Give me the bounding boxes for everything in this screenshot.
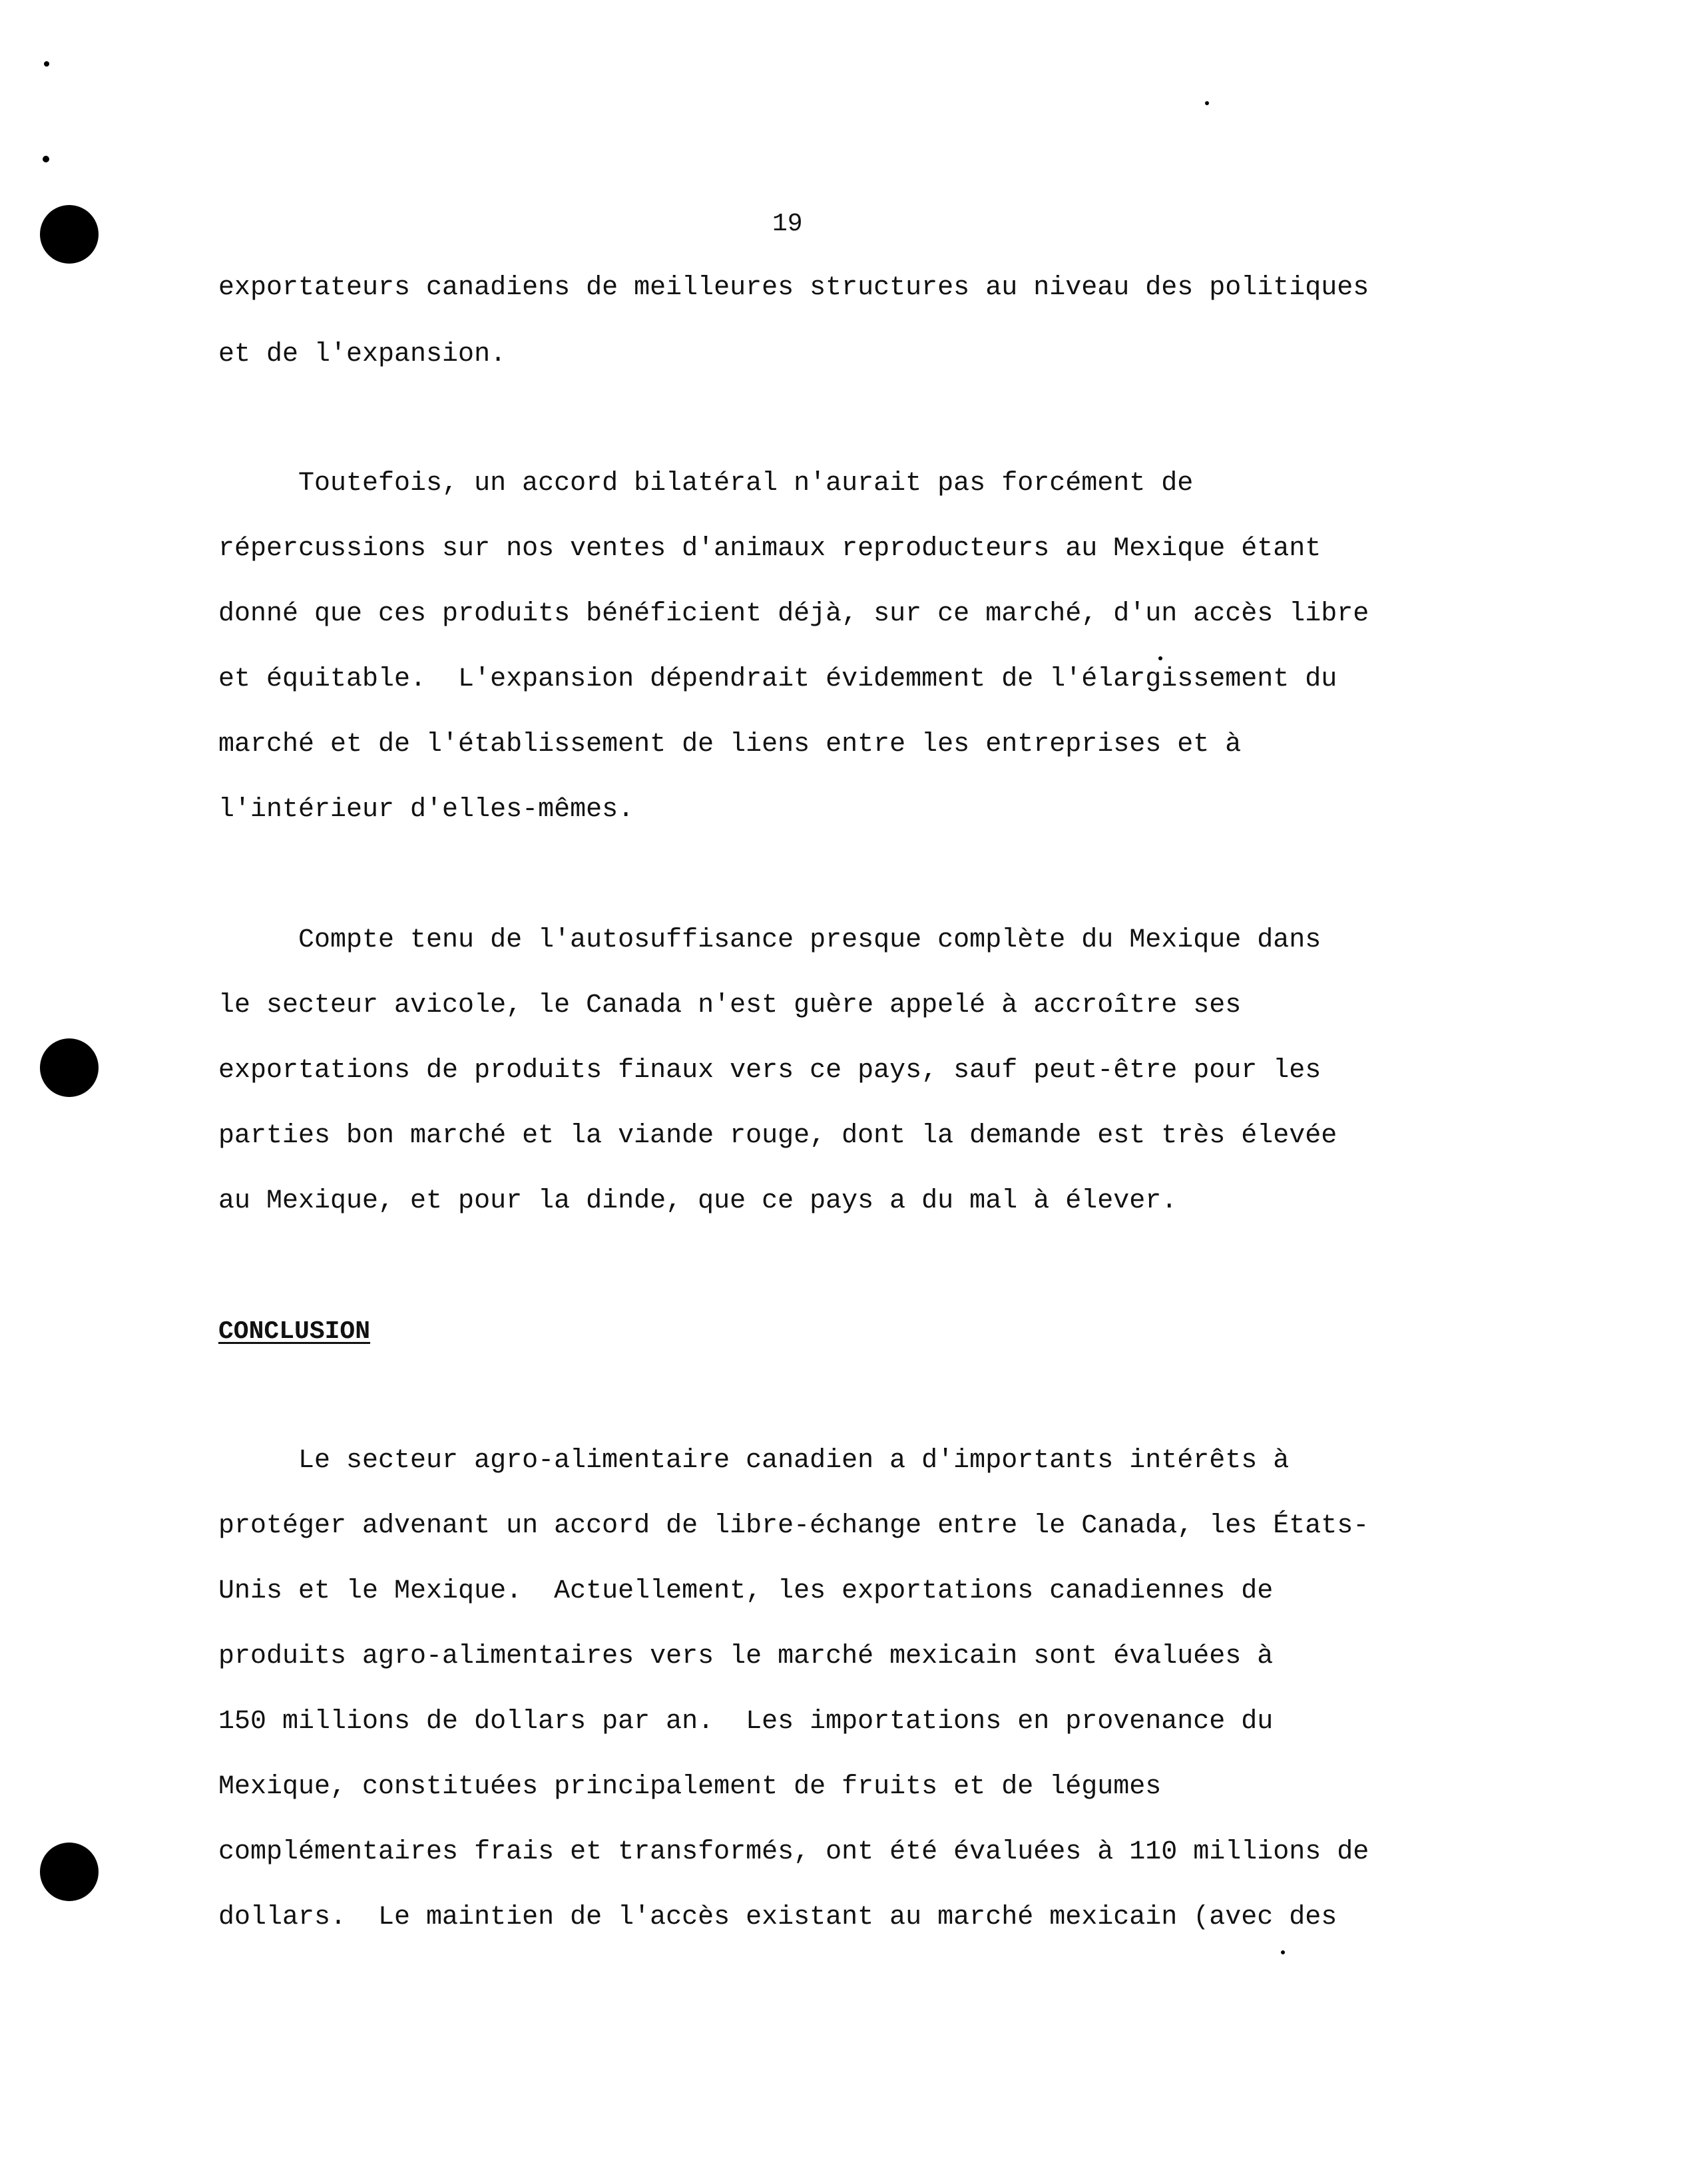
page-number: 19 <box>772 210 803 238</box>
paragraph-line: exportateurs canadiens de meilleures structures au niveau des politiques <box>218 273 1369 303</box>
paragraph-line: donné que ces produits bénéficient déjà, sur ce marché, d'un accès libre <box>218 599 1369 629</box>
scan-speck <box>43 156 49 162</box>
paragraph-line: le secteur avicole, le Canada n'est guère appelé à accroître ses <box>218 990 1242 1020</box>
paragraph-line: l'intérieur d'elles-mêmes. <box>218 795 634 825</box>
paragraph-line: Le secteur agro-alimentaire canadien a d'importants intérêts à <box>218 1446 1290 1476</box>
paragraph-line: Toutefois, un accord bilatéral n'aurait pas forcément de <box>218 469 1194 499</box>
paragraph-line: marché et de l'établissement de liens entre les entreprises et à <box>218 730 1242 760</box>
paragraph-line: produits agro-alimentaires vers le marché mexicain sont évaluées à <box>218 1641 1274 1671</box>
scan-speck <box>1158 656 1162 660</box>
paragraph-line: 150 millions de dollars par an. Les importations en provenance du <box>218 1707 1274 1737</box>
punch-hole-top <box>40 205 99 264</box>
scan-speck <box>1205 101 1209 105</box>
section-heading: CONCLUSION <box>218 1317 371 1346</box>
paragraph-line: complémentaires frais et transformés, ont été évaluées à 110 millions de <box>218 1837 1369 1867</box>
punch-hole-bottom <box>40 1843 99 1901</box>
paragraph-line: Compte tenu de l'autosuffisance presque complète du Mexique dans <box>218 925 1322 955</box>
paragraph-line: et équitable. L'expansion dépendrait évidemment de l'élargissement du <box>218 664 1337 694</box>
scan-speck <box>44 61 49 67</box>
paragraph-line: parties bon marché et la viande rouge, dont la demande est très élevée <box>218 1121 1337 1151</box>
paragraph-line: au Mexique, et pour la dinde, que ce pays a du mal à élever. <box>218 1186 1178 1216</box>
paragraph-line: et de l'expansion. <box>218 339 507 369</box>
paragraph-line: Mexique, constituées principalement de fruits et de légumes <box>218 1772 1162 1802</box>
paragraph-line: dollars. Le maintien de l'accès existant au marché mexicain (avec des <box>218 1902 1337 1932</box>
paragraph-line: répercussions sur nos ventes d'animaux reproducteurs au Mexique étant <box>218 534 1322 564</box>
paragraph-line: exportations de produits finaux vers ce pays, sauf peut-être pour les <box>218 1056 1322 1086</box>
punch-hole-middle <box>40 1038 99 1097</box>
paragraph-line: protéger advenant un accord de libre-échange entre le Canada, les États- <box>218 1511 1369 1541</box>
scan-speck <box>1281 1950 1285 1954</box>
paragraph-line: Unis et le Mexique. Actuellement, les exportations canadiennes de <box>218 1576 1274 1606</box>
